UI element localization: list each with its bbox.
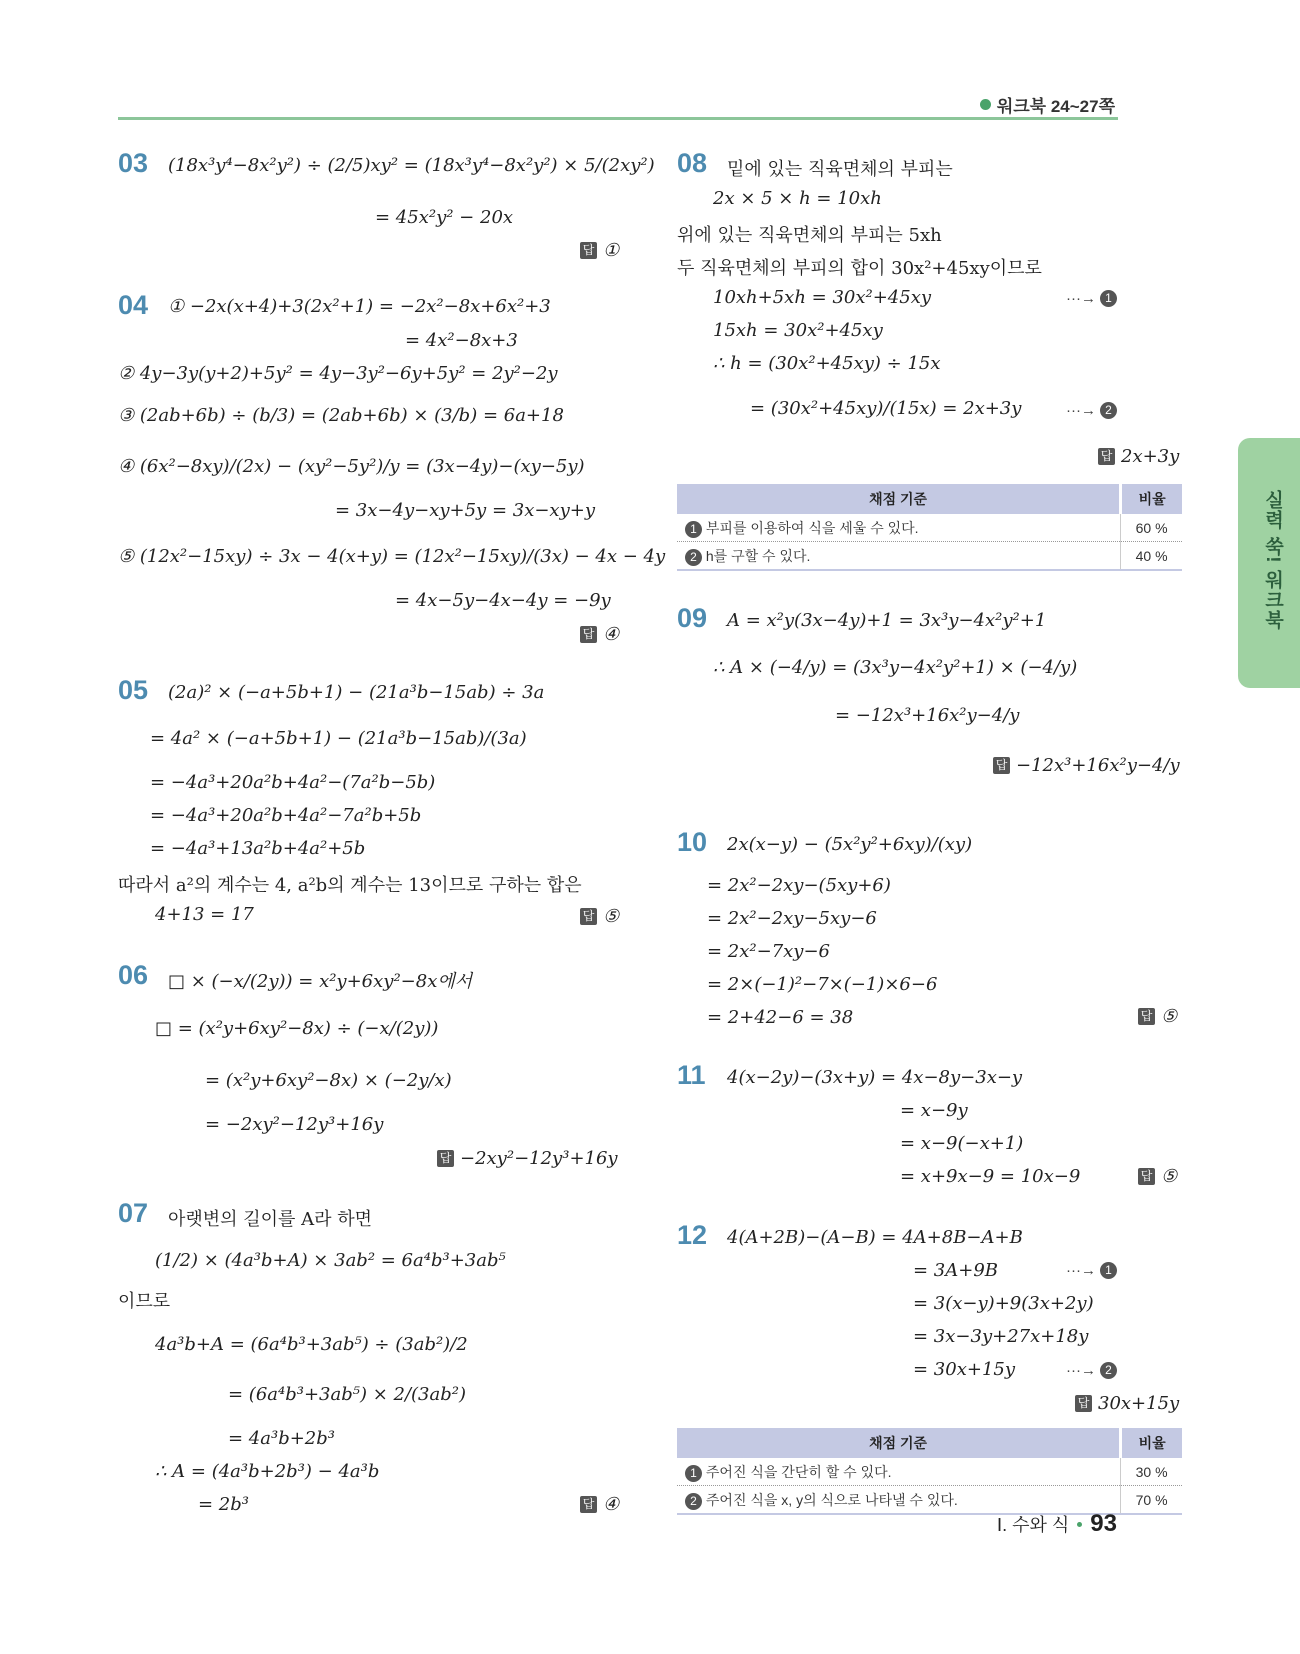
p06-line-1: □ × (−x/(2y)) = x²y+6xy²−8x에서	[168, 971, 473, 992]
p04-line-8: = 4x−5y−4x−4y = −9y	[395, 590, 611, 611]
side-tab-label: 실력 쑥! 워크북	[1262, 490, 1283, 630]
green-dot-icon	[980, 99, 991, 110]
answer-badge-icon: 답	[1138, 1008, 1155, 1025]
criteria-marker: 2	[685, 549, 702, 566]
p10-line-2: = 2x²−2xy−(5xy+6)	[707, 875, 891, 896]
p04-line-5: ④ (6x²−8xy)/(2x) − (xy²−5y²)/y = (3x−4y)−(xy−5y)	[118, 456, 585, 477]
p10-line-1: 2x(x−y) − (5x²y²+6xy)/(xy)	[727, 834, 973, 855]
p05-answer-value: ⑤	[603, 906, 620, 927]
p09-line-3: = −12x³+16x²y−4/y	[835, 705, 1020, 726]
p08-line-2: 2x × 5 × h = 10xh	[713, 188, 882, 209]
criteria-cell	[677, 514, 1121, 542]
p03-answer-value: ①	[603, 240, 620, 261]
p12-line-1: 4(A+2B)−(A−B) = 4A+8B−A+B	[727, 1227, 1023, 1248]
problem-number-11: 11	[677, 1060, 706, 1090]
p05-line-1: (2a)² × (−a+5b+1) − (21a³b−15ab) ÷ 3a	[168, 682, 545, 703]
p04-answer-value: ④	[603, 624, 620, 645]
p05-line-2: = 4a² × (−a+5b+1) − (21a³b−15ab)/(3a)	[150, 728, 527, 749]
arrow-icon: ···→	[1066, 1262, 1096, 1279]
problem-number-08: 08	[677, 148, 708, 178]
p08-line-7: ∴ h = (30x²+45xy) ÷ 15x	[713, 353, 941, 374]
p11-line-4: = x+9x−9 = 10x−9	[900, 1166, 1081, 1187]
page-number: 93	[1090, 1510, 1117, 1537]
p12-line-2: = 3A+9B	[913, 1260, 999, 1281]
p04-line-7: ⑤ (12x²−15xy) ÷ 3x − 4(x+y) = (12x²−15xy)/(3x) − 4x − 4y	[118, 546, 666, 567]
step-marker-1: 1	[1100, 290, 1117, 307]
p07-line-6: = 4a³b+2b³	[228, 1428, 335, 1449]
table-row	[677, 542, 1182, 571]
problem-number-10: 10	[677, 827, 708, 857]
p12-criteria-table	[677, 1428, 1182, 1515]
p08-answer-value: 2x+3y	[1121, 446, 1180, 467]
answer-badge-icon: 답	[437, 1150, 454, 1167]
p05-line-6: 따라서 a²의 계수는 4, a²b의 계수는 13이므로 구하는 합은	[118, 875, 582, 896]
p09-answer	[993, 755, 1180, 776]
p12-line-3: = 3(x−y)+9(3x+2y)	[913, 1293, 1094, 1314]
workbook-reference	[980, 92, 1115, 117]
criteria-text: 주어진 식을 간단히 할 수 있다.	[705, 1463, 892, 1480]
problem-number-04: 04	[118, 290, 149, 320]
answer-badge-icon: 답	[993, 757, 1010, 774]
answer-badge-icon: 답	[580, 626, 597, 643]
problem-number-06: 06	[118, 960, 149, 990]
problem-number-05: 05	[118, 675, 149, 705]
p07-line-8: = 2b³	[198, 1494, 249, 1515]
p12-answer-value: 30x+15y	[1098, 1393, 1180, 1414]
p09-line-1: A = x²y(3x−4y)+1 = 3x³y−4x²y²+1	[727, 610, 1047, 631]
p08-line-6: 15xh = 30x²+45xy	[713, 320, 883, 341]
step-marker-1: 1	[1100, 1262, 1117, 1279]
table-header-row	[677, 484, 1182, 514]
table-header-row	[677, 1428, 1182, 1458]
criteria-marker: 1	[685, 1465, 702, 1482]
p12-step-1	[1066, 1262, 1117, 1279]
p06-line-2: □ = (x²y+6xy²−8x) ÷ (−x/(2y))	[155, 1018, 439, 1039]
p06-line-4: = −2xy²−12y³+16y	[205, 1114, 384, 1135]
footer-dot-icon	[1077, 1522, 1082, 1527]
ratio-cell: 70 %	[1121, 1486, 1182, 1515]
ratio-cell: 30 %	[1121, 1458, 1182, 1486]
criteria-cell	[677, 542, 1121, 571]
p06-answer-value: −2xy²−12y³+16y	[460, 1148, 618, 1169]
p08-line-1: 밑에 있는 직육면체의 부피는	[727, 159, 953, 180]
p09-line-2: ∴ A × (−4/y) = (3x³y−4x²y²+1) × (−4/y)	[713, 657, 1078, 678]
p08-step-2	[1066, 402, 1117, 419]
table-row	[677, 1458, 1182, 1486]
problem-number-03: 03	[118, 148, 149, 178]
p08-line-8: = (30x²+45xy)/(15x) = 2x+3y	[750, 398, 1022, 419]
p07-line-2: (1/2) × (4a³b+A) × 3ab² = 6a⁴b³+3ab⁵	[155, 1250, 506, 1271]
p10-line-4: = 2x²−7xy−6	[707, 941, 831, 962]
p06-answer	[437, 1148, 618, 1169]
ratio-head: 비율	[1121, 484, 1182, 514]
p08-step-1	[1066, 290, 1117, 307]
p12-step-2	[1066, 1362, 1117, 1379]
p03-line-1: (18x³y⁴−8x²y²) ÷ (2/5)xy² = (18x³y⁴−8x²y²) × 5/(2xy²)	[168, 155, 655, 176]
p10-answer-value: ⑤	[1161, 1006, 1178, 1027]
p11-answer-value: ⑤	[1161, 1166, 1178, 1187]
p11-line-3: = x−9(−x+1)	[900, 1133, 1024, 1154]
chapter-name: Ⅰ. 수와 식	[996, 1515, 1070, 1535]
criteria-head: 채점 기준	[677, 484, 1121, 514]
step-marker-2: 2	[1100, 1362, 1117, 1379]
p08-line-3: 위에 있는 직육면체의 부피는 5xh	[677, 225, 942, 246]
problem-number-07: 07	[118, 1198, 149, 1228]
p12-line-4: = 3x−3y+27x+18y	[913, 1326, 1089, 1347]
answer-badge-icon: 답	[1138, 1168, 1155, 1185]
p12-answer	[1075, 1393, 1179, 1414]
p05-line-4: = −4a³+20a²b+4a²−7a²b+5b	[150, 805, 422, 826]
p05-line-5: = −4a³+13a²b+4a²+5b	[150, 838, 366, 859]
p06-line-3: = (x²y+6xy²−8x) × (−2y/x)	[205, 1070, 452, 1091]
p04-line-3: ② 4y−3y(y+2)+5y² = 4y−3y²−6y+5y² = 2y²−2y	[118, 363, 558, 384]
p10-answer	[1138, 1006, 1177, 1027]
p07-line-7: ∴ A = (4a³b+2b³) − 4a³b	[155, 1461, 380, 1482]
workbook-reference-text: 워크북 24~27쪽	[996, 97, 1115, 116]
answer-badge-icon: 답	[580, 1496, 597, 1513]
p05-answer	[580, 906, 619, 927]
p04-line-6: = 3x−4y−xy+5y = 3x−xy+y	[335, 500, 595, 521]
p04-line-2: = 4x²−8x+3	[405, 330, 518, 351]
criteria-cell	[677, 1458, 1121, 1486]
p12-line-5: = 30x+15y	[913, 1359, 1016, 1380]
table-row	[677, 514, 1182, 542]
p07-line-3: 이므로	[118, 1291, 171, 1312]
p11-line-2: = x−9y	[900, 1100, 968, 1121]
p07-answer-value: ④	[603, 1494, 620, 1515]
arrow-icon: ···→	[1066, 1362, 1096, 1379]
header-rule	[118, 117, 1118, 120]
ratio-head: 비율	[1121, 1428, 1182, 1458]
p05-line-3: = −4a³+20a²b+4a²−(7a²b−5b)	[150, 772, 436, 793]
ratio-cell: 60 %	[1121, 514, 1182, 542]
p10-line-5: = 2×(−1)²−7×(−1)×6−6	[707, 974, 938, 995]
answer-badge-icon: 답	[1075, 1395, 1092, 1412]
p04-line-1: ① −2x(x+4)+3(2x²+1) = −2x²−8x+6x²+3	[168, 296, 551, 317]
p10-line-6: = 2+42−6 = 38	[707, 1007, 854, 1028]
step-marker-2: 2	[1100, 402, 1117, 419]
page-footer	[997, 1510, 1117, 1538]
criteria-text: 부피를 이용하여 식을 세울 수 있다.	[705, 519, 919, 536]
p11-line-1: 4(x−2y)−(3x+y) = 4x−8y−3x−y	[727, 1067, 1023, 1088]
arrow-icon: ···→	[1066, 290, 1096, 307]
p04-answer	[580, 624, 619, 645]
criteria-marker: 2	[685, 1493, 702, 1510]
p07-line-1: 아랫변의 길이를 A라 하면	[168, 1209, 373, 1230]
p03-line-2: = 45x²y² − 20x	[375, 207, 514, 228]
criteria-marker: 1	[685, 521, 702, 538]
p07-line-5: = (6a⁴b³+3ab⁵) × 2/(3ab²)	[228, 1384, 466, 1405]
p07-answer	[580, 1494, 619, 1515]
p08-line-5: 10xh+5xh = 30x²+45xy	[713, 287, 932, 308]
answer-badge-icon: 답	[1098, 448, 1115, 465]
problem-number-09: 09	[677, 603, 708, 633]
p10-line-3: = 2x²−2xy−5xy−6	[707, 908, 877, 929]
criteria-text: h를 구할 수 있다.	[705, 547, 811, 564]
answer-badge-icon: 답	[580, 242, 597, 259]
p03-answer	[580, 240, 619, 261]
criteria-text: 주어진 식을 x, y의 식으로 나타낼 수 있다.	[705, 1491, 958, 1508]
ratio-cell: 40 %	[1121, 542, 1182, 571]
p08-answer	[1098, 446, 1179, 467]
p07-line-4: 4a³b+A = (6a⁴b³+3ab⁵) ÷ (3ab²)/2	[155, 1334, 468, 1355]
p08-line-4: 두 직육면체의 부피의 합이 30x²+45xy이므로	[677, 258, 1042, 279]
p09-answer-value: −12x³+16x²y−4/y	[1016, 755, 1180, 776]
arrow-icon: ···→	[1066, 402, 1096, 419]
p08-criteria-table	[677, 484, 1182, 571]
p04-line-4: ③ (2ab+6b) ÷ (b/3) = (2ab+6b) × (3/b) = 6a+18	[118, 405, 564, 426]
answer-badge-icon: 답	[580, 908, 597, 925]
criteria-head: 채점 기준	[677, 1428, 1121, 1458]
p11-answer	[1138, 1166, 1177, 1187]
p05-line-7: 4+13 = 17	[155, 904, 254, 925]
problem-number-12: 12	[677, 1220, 708, 1250]
